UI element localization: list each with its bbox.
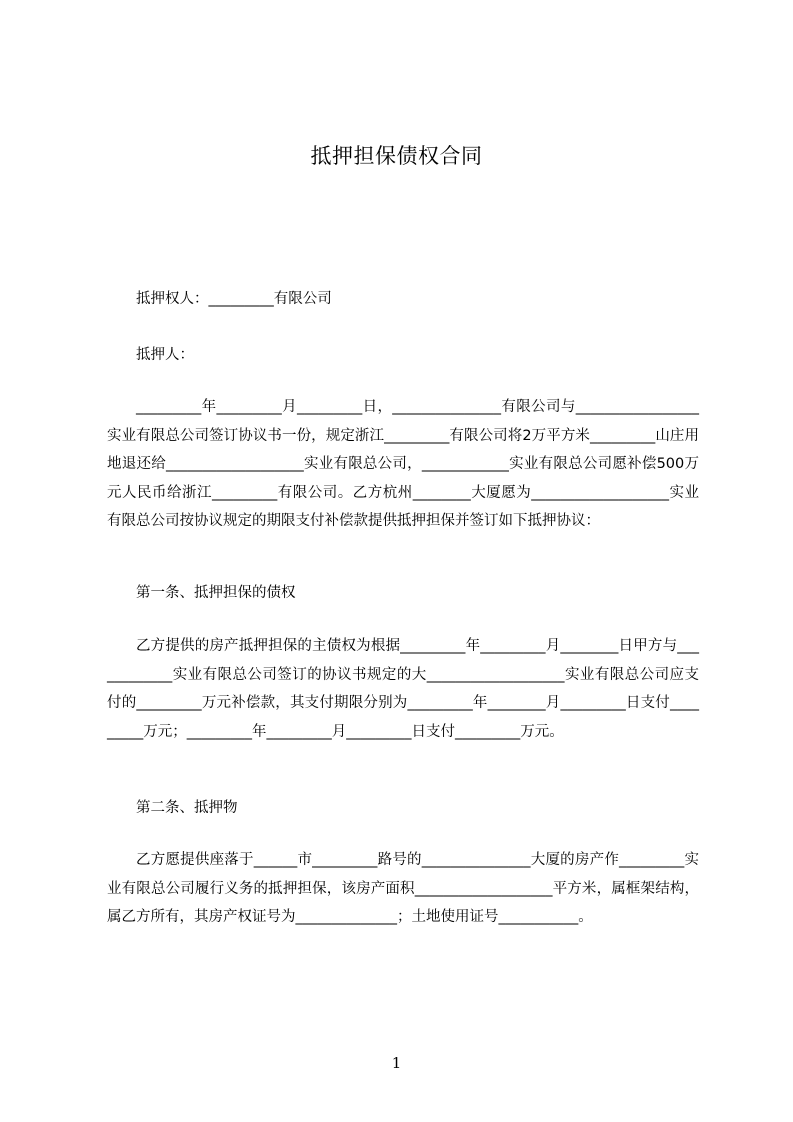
intro-paragraph: _________年_________月_________日，_______________有限公司与_________________实业有限总公司签订协议书一份，规定浙江_________有限公司将2万平方米_________山庄用地退还给___________________实业有限总公司，____________实业有限总公司愿补偿500万元人民币给浙江_________有限公司。乙方杭州________大厦愿为___________________实业有限总公司按协议规定的期限支付补偿款提供抵押担保并签订如下抵押协议： [107,399,699,529]
article-2-heading: 第二条、抵押物 [136,800,238,816]
article-1-body: 乙方提供的房产抵押担保的主债权为根据_________年_________月________日甲方与____________实业有限总公司签订的协议书规定的大___________________实业有限总公司应支付的_________万元补偿款，其支付期限分别为_________年________月_________日支付_________万元；_________年_________月_________日支付_________万元。 [107,638,699,740]
mortgagor-line: 抵押人： [136,347,194,363]
article-1-heading: 第一条、抵押担保的债权 [136,585,296,601]
contract-title: 抵押担保债权合同 [310,144,483,168]
article-2-body: 乙方愿提供座落于______市_________路号的_______________大厦的房产作_________实业有限总公司履行义务的抵押担保，该房产面积___________________平方米，属框架结构，属乙方所有，其房产权证号为______________；土地使用证号___________。 [107,852,699,925]
page-number: 1 [391,1054,402,1072]
mortgagee-line: 抵押权人：_________有限公司 [136,291,332,307]
